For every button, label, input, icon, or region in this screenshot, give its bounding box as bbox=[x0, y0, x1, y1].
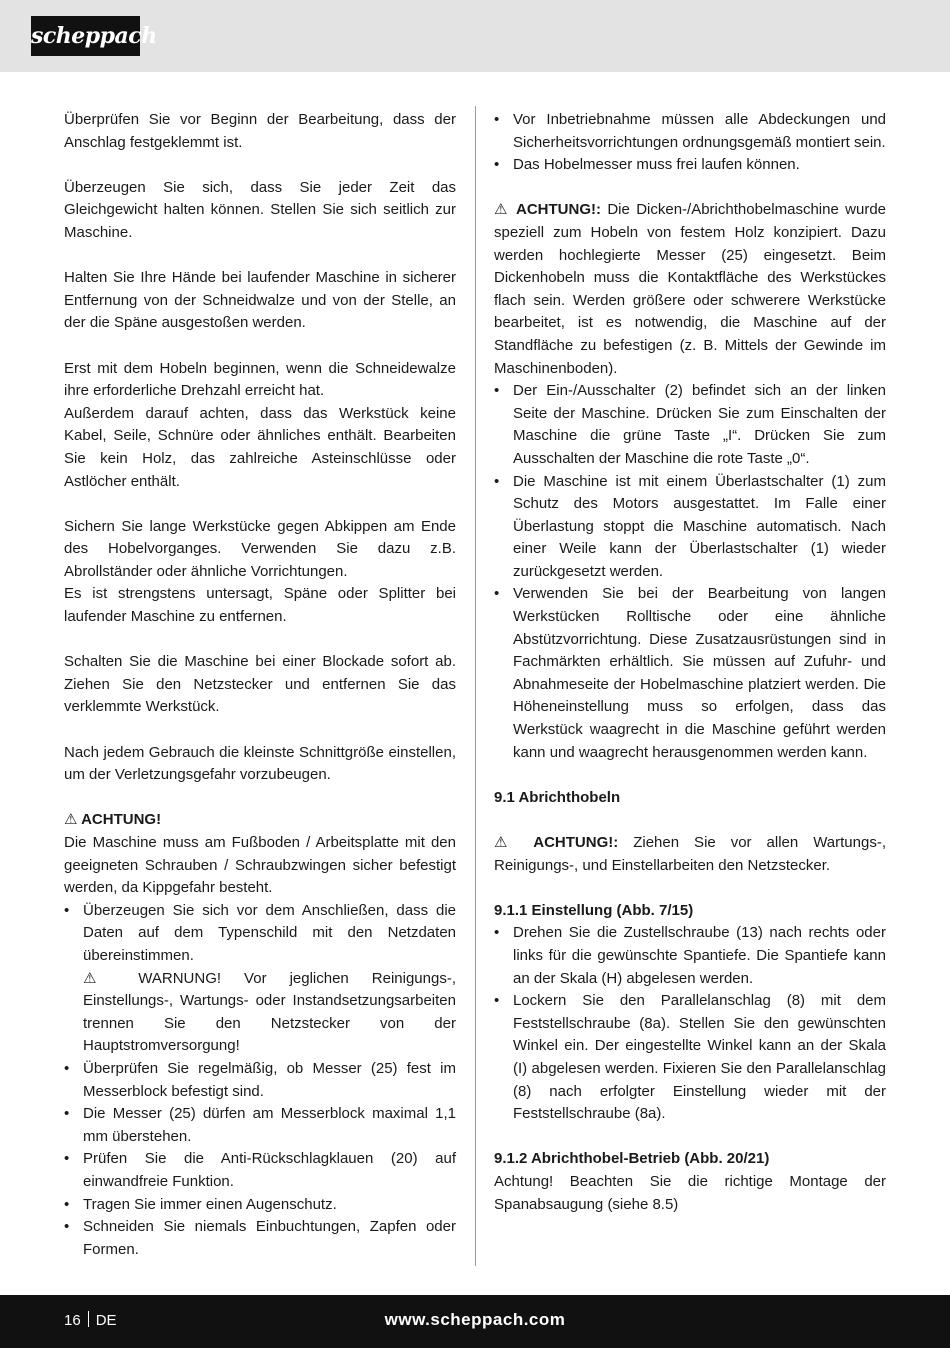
list-item: • Die Messer (25) dürfen am Messerblock maximal 1,1 mm überstehen. bbox=[64, 1103, 456, 1148]
section-heading: 9.1.1 Einstellung (Abb. 7/15) bbox=[494, 901, 694, 919]
bullet-list bbox=[494, 109, 886, 177]
warning-triangle-icon: ⚠ bbox=[64, 811, 78, 829]
paragraph: Nach jedem Gebrauch die kleinste Schnittgröße einstellen, um der Verletzungsgefahr vorzubeugen. bbox=[64, 743, 456, 784]
paragraph: Überprüfen Sie vor Beginn der Bearbeitung, dass der Anschlag festgeklemmt ist. bbox=[64, 111, 456, 151]
warning-label: ACHTUNG!: bbox=[533, 834, 619, 851]
paragraph: Achtung! Beachten Sie die richtige Montage der Spanabsaugung (siehe 8.5) bbox=[494, 1172, 886, 1213]
footer-band bbox=[0, 1295, 950, 1348]
paragraph: Erst mit dem Hobeln beginnen, wenn die Schneidewalze ihre erforderliche Drehzahl erreicht hat. bbox=[64, 359, 456, 400]
warning-text: Die Dicken-/Abrichthobelmaschine wurde speziell zum Hobeln von festem Holz konzipiert. Dazu werden hochlegierte Messer (25) eingesetzt. Beim Dickenhobeln muss die Kontaktfläche des Werkstückes flach sein. Werden größere oder schwerere Werkstücke bearbeitet, ist es notwendig, die Maschine auf der Standfläche zu befestigen (z. B. Mittels der Gewinde im Maschinenboden). bbox=[494, 201, 887, 377]
paragraph: Schalten Sie die Maschine bei einer Blockade sofort ab. Ziehen Sie den Netzstecker und entfernen Sie das verklemmte Werkstück. bbox=[64, 653, 456, 716]
bullet-list bbox=[494, 922, 886, 1125]
left-column bbox=[64, 109, 456, 1261]
website-url: www.scheppach.com bbox=[384, 1310, 566, 1329]
list-item-text: Überzeugen Sie sich vor dem Anschließen, dass die Daten auf dem Typenschild mit den Netzdaten übereinstimmen. bbox=[83, 901, 456, 964]
bullet-list bbox=[494, 380, 886, 764]
warning-text: Die Maschine muss am Fußboden / Arbeitsplatte mit den geeigneten Schrauben / Schraubzwingen sicher befestigt werden, da Kippgefahr besteht. bbox=[64, 834, 456, 897]
warning-text: Ziehen Sie vor allen Wartungs-, Reinigungs-, und Einstellarbeiten den Netzstecker. bbox=[494, 834, 886, 874]
list-item: • Drehen Sie die Zustellschraube (13) nach rechts oder links für die gewünschte Spantiefe. Die Spantiefe kann an der Skala (H) abgelesen werden. bbox=[494, 922, 886, 990]
section-heading: 9.1 Abrichthobeln bbox=[494, 788, 621, 806]
warning-triangle-icon: ⚠ bbox=[494, 834, 519, 851]
paragraph: Halten Sie Ihre Hände bei laufender Maschine in sicherer Entfernung von der Schneidwalze und von der Stelle, an der die Späne ausgestoßen werden. bbox=[64, 269, 456, 332]
paragraph: Es ist strengstens untersagt, Späne oder Splitter bei laufender Maschine zu entfernen. bbox=[64, 585, 456, 626]
warning-label: ACHTUNG! bbox=[81, 811, 162, 829]
warning-triangle-icon: ⚠ bbox=[83, 969, 116, 987]
list-item: • Das Hobelmesser muss frei laufen können. bbox=[494, 154, 886, 177]
warning-label: ACHTUNG!: bbox=[516, 201, 601, 219]
paragraph: Überzeugen Sie sich, dass Sie jeder Zeit das Gleichgewicht halten können. Stellen Sie sich seitlich zur Maschine. bbox=[64, 178, 456, 241]
column-divider bbox=[475, 106, 476, 1266]
right-column bbox=[494, 109, 886, 1216]
list-item: • Verwenden Sie bei der Bearbeitung von langen Werkstücken Rolltische oder eine ähnliche Abstützvorrichtung. Diese Zusatzausrüstungen sind in Fachmärkten erhältlich. Sie müssen auf Zufuhr- und Abnahmeseite der Hobelmaschine platziert werden. Die Höheneinstellung muss so erfolgen, dass das Werkstück waagrecht in die Maschine geführt werden kann und waagrecht herausgenommen werden kann. bbox=[494, 583, 886, 764]
section-heading: 9.1.2 Abrichthobel-Betrieb (Abb. 20/21) bbox=[494, 1150, 770, 1168]
paragraph: Sichern Sie lange Werkstücke gegen Abkippen am Ende des Hobelvorganges. Verwenden Sie dazu z.B. Abrollständer oder ähnliche Vorrichtungen. bbox=[64, 517, 456, 580]
list-item: • Die Maschine ist mit einem Überlastschalter (1) zum Schutz des Motors ausgestattet. Im Falle einer Überlastung stoppt die Maschine automatisch. Nach einer Weile kann der Überlastschalter (1) wieder zurückgesetzt werden. bbox=[494, 471, 886, 584]
warning-paragraph bbox=[494, 832, 886, 877]
warning-paragraph bbox=[494, 199, 886, 380]
list-item: • Vor Inbetriebnahme müssen alle Abdeckungen und Sicherheitsvorrichtungen ordnungsgemäß montiert sein. bbox=[494, 109, 886, 154]
list-item: • Lockern Sie den Parallelanschlag (8) mit dem Feststellschraube (8a). Stellen Sie den gewünschten Winkel ein. Der eingestellte Winkel kann an der Skala (I) abgelesen werden. Fixieren Sie den Parallelanschlag (8) nach erfolgter Einstellung wieder mit der Feststellschraube (8a). bbox=[494, 990, 886, 1126]
warning-triangle-icon: ⚠ bbox=[494, 201, 510, 219]
list-item: • Tragen Sie immer einen Augenschutz. bbox=[64, 1194, 456, 1217]
header-band bbox=[0, 0, 950, 72]
page-number: 16 bbox=[64, 1312, 81, 1329]
bullet-list bbox=[64, 900, 456, 1262]
paragraph: Außerdem darauf achten, dass das Werkstück keine Kabel, Seile, Schnüre oder ähnliches enthält. Bearbeiten Sie kein Holz, das zahlreiche Asteinschlüsse oder Astlöcher enthält. bbox=[64, 404, 456, 490]
list-item: • Schneiden Sie niemals Einbuchtungen, Zapfen oder Formen. bbox=[64, 1216, 456, 1261]
list-item: • Der Ein-/Ausschalter (2) befindet sich an der linken Seite der Maschine. Drücken Sie zum Einschalten der Maschine die grüne Taste „I“. Drücken Sie zum Ausschalten der Maschine die rote Taste „0“. bbox=[494, 380, 886, 470]
language-code: DE bbox=[95, 1312, 117, 1329]
list-item: • Überprüfen Sie regelmäßig, ob Messer (25) fest im Messerblock befestigt sind. bbox=[64, 1058, 456, 1103]
warning-heading bbox=[64, 809, 456, 832]
brand-logo: scheppach bbox=[31, 16, 140, 56]
list-item: • Prüfen Sie die Anti-Rückschlagklauen (20) auf einwandfreie Funktion. bbox=[64, 1148, 456, 1193]
list-item bbox=[64, 900, 456, 1058]
warning-note: WARNUNG! Vor jeglichen Reinigungs-, Einstellungs-, Wartungs- oder Instandsetzungsarbeiten trennen Sie den Netzstecker von der Hauptstromversorgung! bbox=[83, 969, 456, 1055]
